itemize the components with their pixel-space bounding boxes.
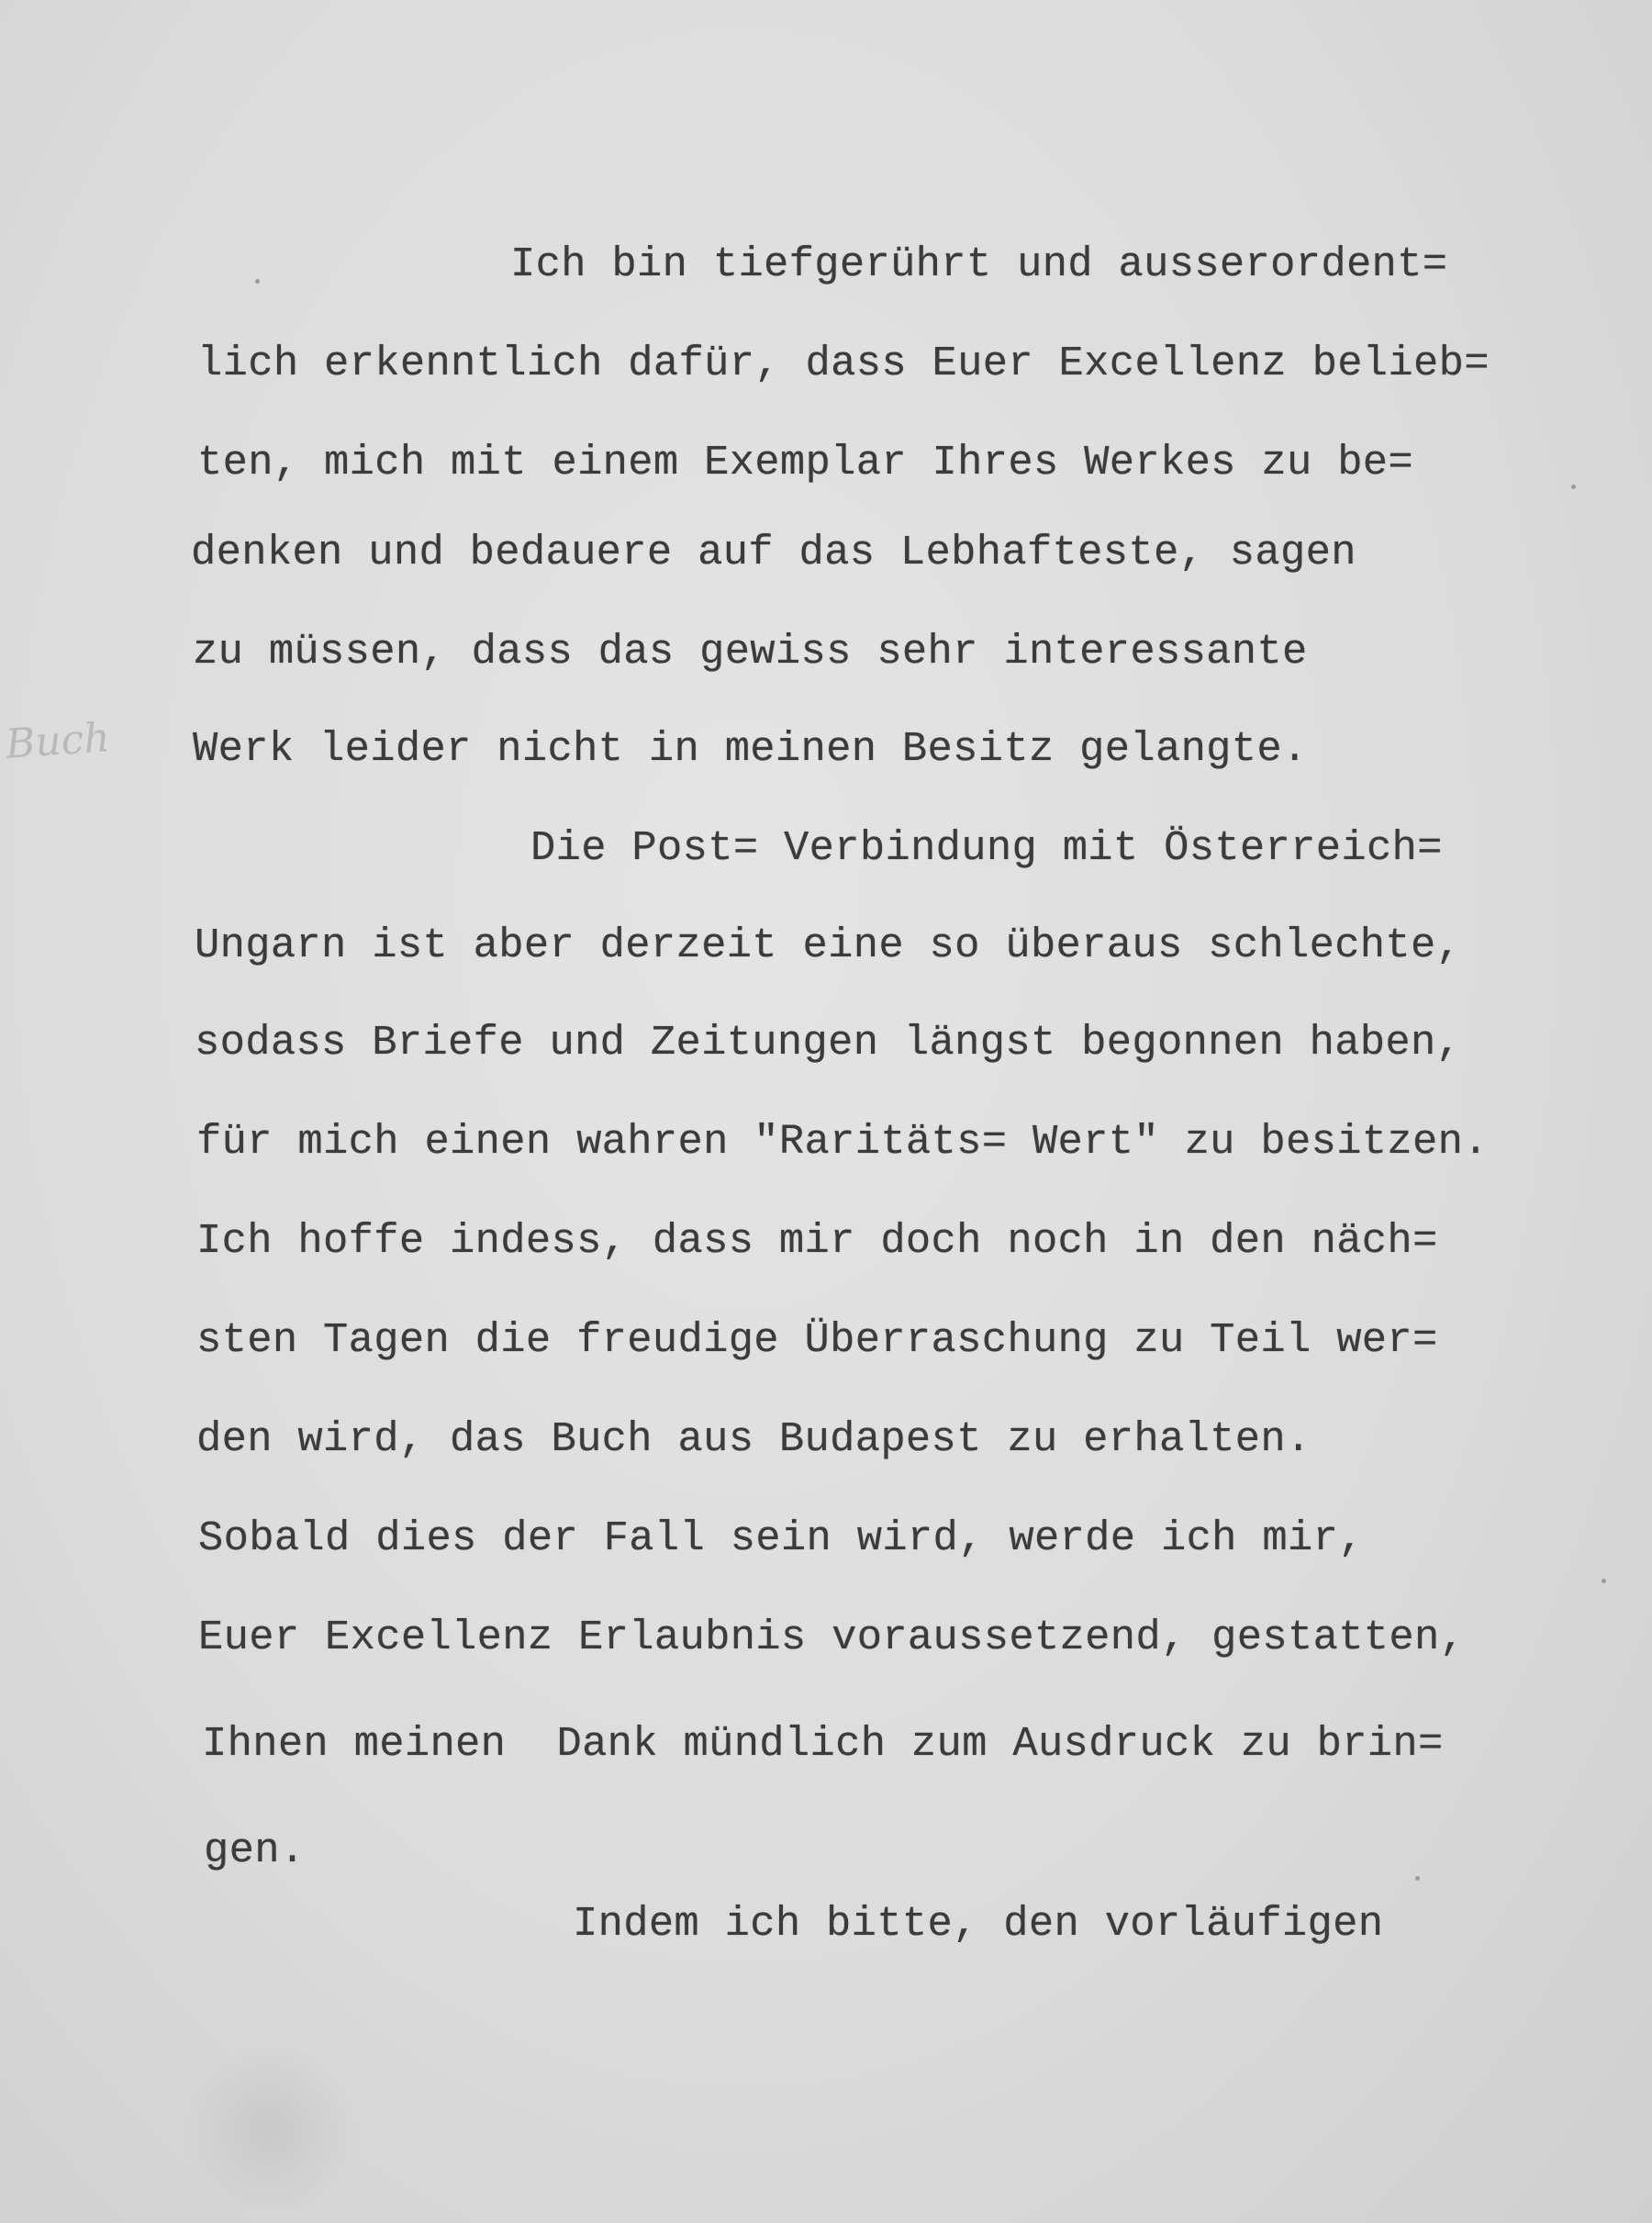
text-line-11: Ich hoffe indess, dass mir doch noch in den näch= xyxy=(196,1217,1438,1265)
text-line-14: Sobald dies der Fall sein wird, werde ich mir, xyxy=(198,1514,1364,1562)
paper-speck xyxy=(1571,485,1576,489)
text-line-7: Die Post= Verbindung mit Österreich= xyxy=(530,824,1443,872)
text-line-15: Euer Excellenz Erlaubnis voraussetzend, gestatten, xyxy=(198,1614,1466,1661)
text-line-9: sodass Briefe und Zeitungen längst begonnen haben, xyxy=(195,1019,1462,1067)
text-line-17: gen. xyxy=(204,1826,306,1874)
text-line-13: den wird, das Buch aus Budapest zu erhalten. xyxy=(196,1415,1312,1463)
text-line-6: Werk leider nicht in meinen Besitz gelangte. xyxy=(193,725,1308,773)
text-line-16: Ihnen meinen Dank mündlich zum Ausdruck zu brin= xyxy=(202,1720,1444,1768)
paper-speck xyxy=(1602,1579,1606,1583)
paper-speck xyxy=(255,279,260,284)
text-line-2: lich erkenntlich dafür, dass Euer Excellenz belieb= xyxy=(197,340,1490,387)
margin-annotation: Buch xyxy=(4,714,112,768)
text-line-4: denken und bedauere auf das Lebhafteste, sagen xyxy=(191,529,1356,576)
text-line-1: Ich bin tiefgerührt und ausserordent= xyxy=(510,240,1448,288)
text-line-12: sten Tagen die freudige Überraschung zu Teil wer= xyxy=(196,1316,1438,1364)
text-line-8: Ungarn ist aber derzeit eine so überaus schlechte, xyxy=(195,922,1462,969)
text-line-18: Indem ich bitte, den vorläufigen xyxy=(573,1900,1384,1948)
text-line-5: zu müssen, dass das gewiss sehr interessante xyxy=(193,628,1308,676)
text-line-3: ten, mich mit einem Exemplar Ihres Werkes zu be= xyxy=(197,439,1414,486)
paper-speck xyxy=(1415,1876,1420,1881)
text-line-10: für mich einen wahren "Raritäts= Wert" zu besitzen. xyxy=(196,1118,1489,1166)
paper-smudge xyxy=(174,2047,367,2212)
